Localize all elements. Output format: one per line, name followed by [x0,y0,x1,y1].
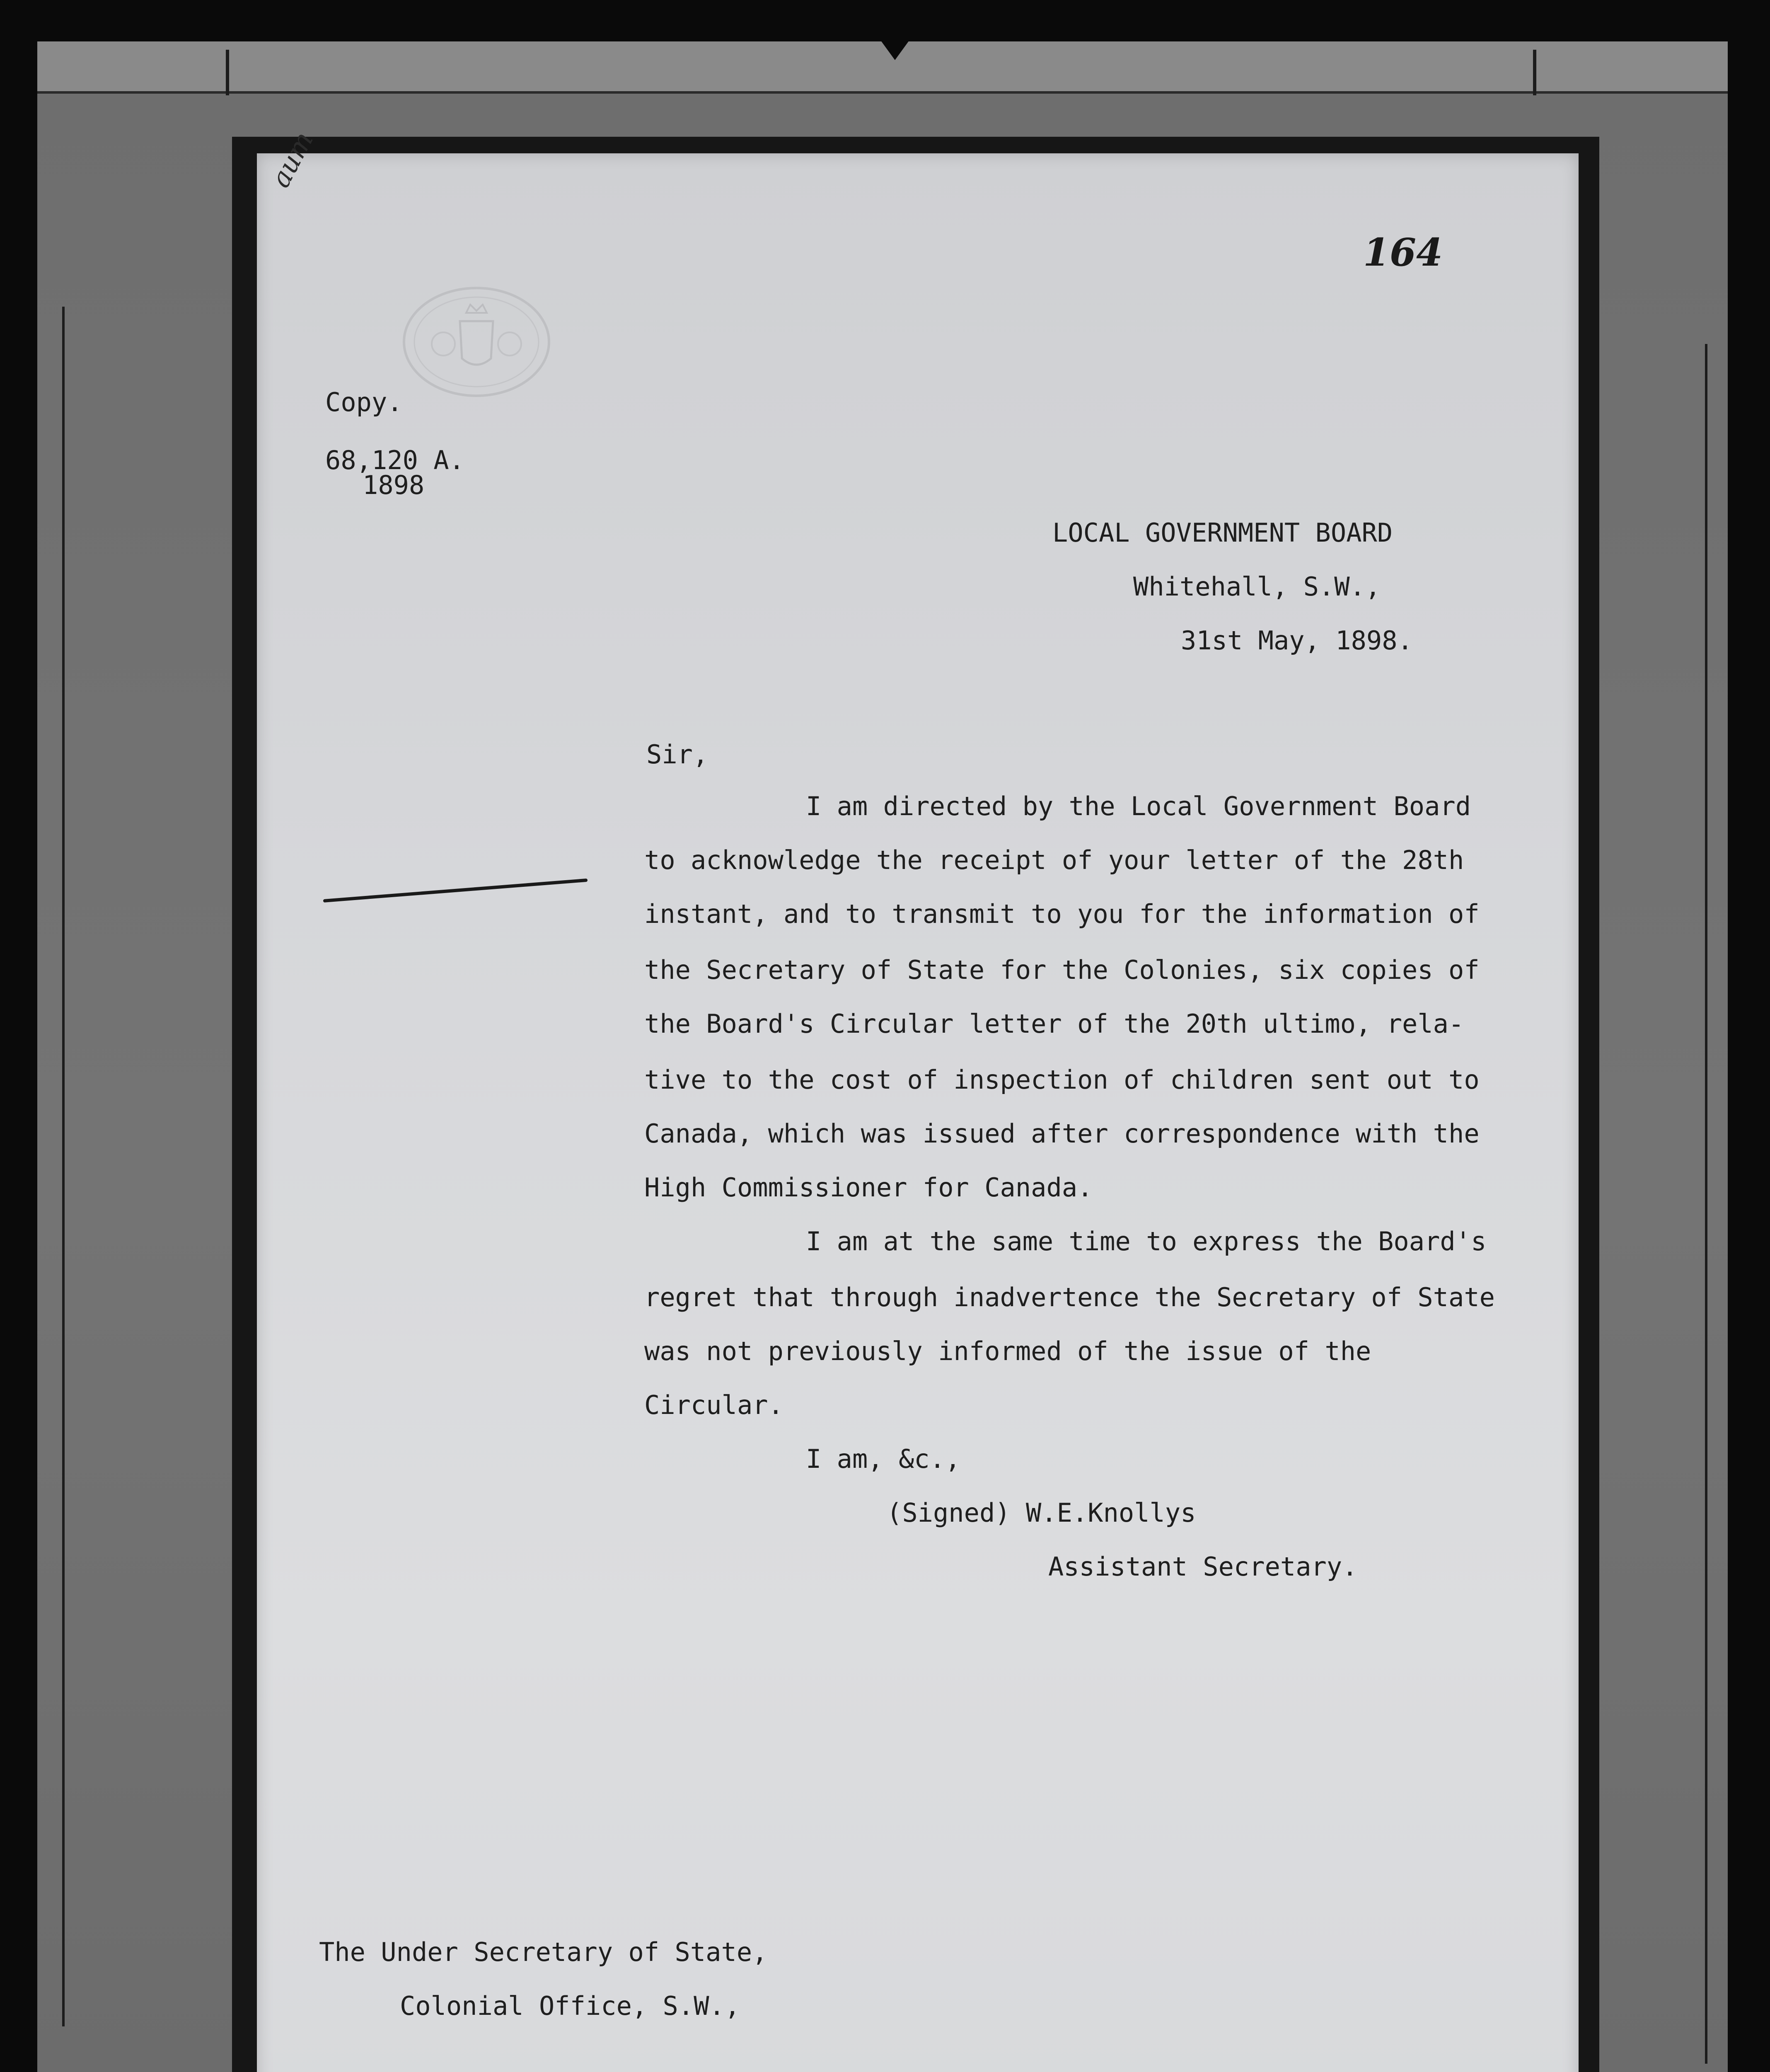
body-line: the Board's Circular letter of the 20th ultimo, rela- [644,1009,1464,1039]
sender-organization: LOCAL GOVERNMENT BOARD [1052,518,1393,548]
body-line: regret that through inadvertence the Secretary of State [644,1282,1495,1312]
film-notch [878,37,912,60]
body-line: tive to the cost of inspection of children sent out to [644,1065,1480,1095]
embossed-crest-icon [398,282,555,402]
letter-date: 31st May, 1898. [1181,625,1413,656]
signature: (Signed) W.E.Knollys [887,1498,1196,1528]
sender-address: Whitehall, S.W., [1133,571,1381,602]
body-line: I am directed by the Local Government Board [806,791,1471,821]
body-line: High Commissioner for Canada. [644,1172,1093,1203]
recipient-line-1: The Under Secretary of State, [319,1937,768,1967]
body-line: instant, and to transmit to you for the information of [644,899,1480,929]
frame-line-right-top [1533,50,1536,95]
letter-paper [257,153,1579,2072]
body-line: was not previously informed of the issue of the [644,1336,1371,1366]
handwritten-note: aum [265,127,320,193]
body-line: Circular. [644,1390,783,1420]
page-number: 164 [1363,230,1443,275]
frame-line-right [1705,344,1707,2064]
frame-line-left-top [226,50,229,95]
reference-number: 68,120 A. [325,445,464,475]
signatory-title: Assistant Secretary. [1048,1552,1358,1582]
frame-line-left [62,307,65,2026]
closing: I am, &c., [806,1444,961,1474]
copy-label: Copy. [325,387,403,417]
recipient-line-2: Colonial Office, S.W., [400,1991,740,2021]
salutation: Sir, [646,739,708,770]
reference-year: 1898 [363,470,425,500]
body-line: Canada, which was issued after correspondence with the [644,1118,1480,1149]
body-line: to acknowledge the receipt of your letter of the 28th [644,845,1464,875]
body-line: I am at the same time to express the Board's [806,1226,1487,1256]
body-line: the Secretary of State for the Colonies, six copies of [644,955,1480,985]
